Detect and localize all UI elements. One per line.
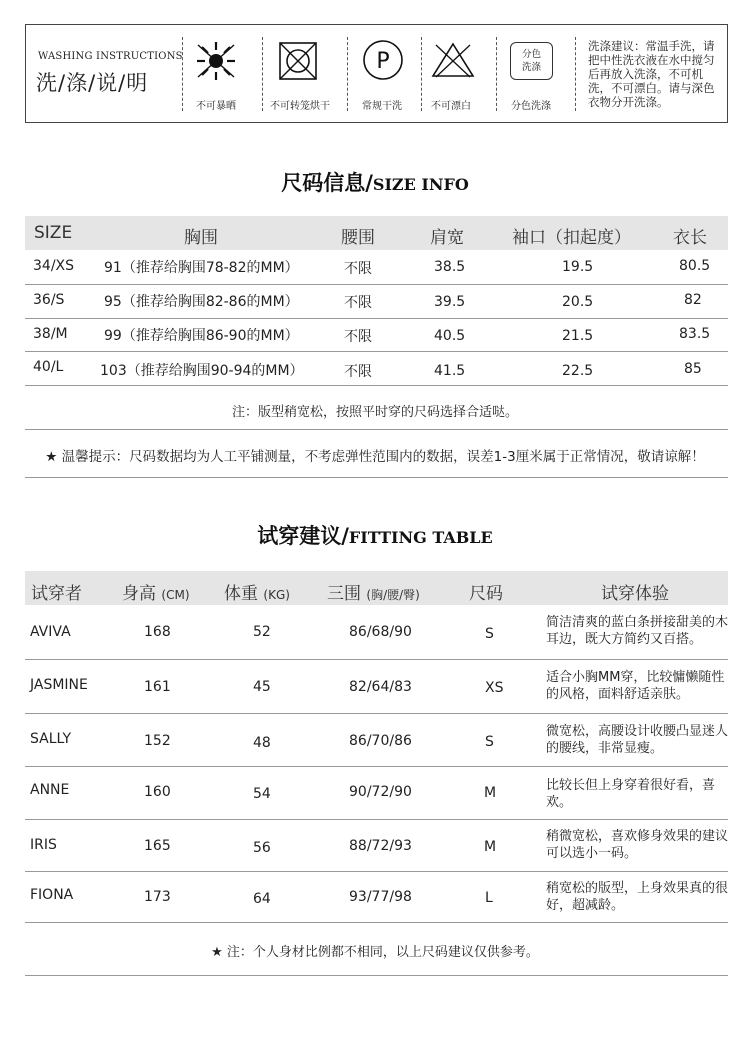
cell-height: 152 bbox=[144, 733, 171, 749]
cell-experience: 比较长但上身穿着很好看，喜欢。 bbox=[546, 778, 716, 810]
row-divider bbox=[25, 871, 728, 872]
cell-cuff: 20.5 bbox=[562, 294, 594, 310]
fitting-title-en: FITTING TABLE bbox=[348, 528, 493, 547]
header-size: 尺码 bbox=[469, 584, 503, 604]
row-divider bbox=[25, 819, 728, 820]
divider bbox=[262, 37, 263, 111]
cell-shoulder: 39.5 bbox=[434, 294, 466, 310]
cell-tester: AVIVA bbox=[30, 624, 71, 640]
washing-title-cn: 洗/涤/说/明 bbox=[36, 71, 149, 95]
cell-measurements: 90/72/90 bbox=[349, 784, 412, 800]
header-waist: 腰围 bbox=[341, 228, 375, 248]
cell-height: 168 bbox=[144, 624, 171, 640]
size-warm-tip: ★ 温馨提示：尺码数据均为人工平铺测量，不考虑弹性范围内的数据，误差1-3厘米属于正常情况，敬请谅解！ bbox=[45, 449, 705, 465]
cell-height: 173 bbox=[144, 889, 171, 905]
divider bbox=[421, 37, 422, 111]
no-sun-dry-icon bbox=[194, 39, 238, 87]
cell-waist: 不限 bbox=[344, 261, 372, 277]
divider bbox=[575, 37, 576, 111]
cell-height: 161 bbox=[144, 679, 171, 695]
cell-experience: 适合小胸MM穿，比较慵懒随性的风格，面料舒适亲肤。 bbox=[546, 670, 725, 702]
row-divider bbox=[25, 284, 728, 285]
row-divider bbox=[25, 975, 728, 976]
cell-bust: 99（推荐给胸围86-90的MM） bbox=[104, 328, 299, 344]
cell-weight: 52 bbox=[253, 624, 271, 640]
dry-clean-p-icon bbox=[362, 39, 404, 85]
caption-dry-clean: 常规干洗 bbox=[362, 101, 402, 112]
fitting-note: ★ 注：个人身材比例都不相同，以上尺码建议仅供参考。 bbox=[211, 945, 539, 960]
header-measurements: 三围 (胸/腰/臀) bbox=[327, 584, 420, 604]
cell-measurements: 86/68/90 bbox=[349, 624, 412, 640]
cell-measurements: 82/64/83 bbox=[349, 679, 412, 695]
svg-text:P: P bbox=[376, 49, 390, 74]
cell-measurements: 88/72/93 bbox=[349, 838, 412, 854]
cell-tester: ANNE bbox=[30, 782, 70, 798]
header-weight: 体重 (KG) bbox=[224, 584, 290, 604]
cell-experience: 简洁清爽的蓝白条拼接甜美的木耳边，既大方简约又百搭。 bbox=[546, 615, 729, 647]
cell-waist: 不限 bbox=[344, 295, 372, 311]
caption-no-bleach: 不可漂白 bbox=[431, 101, 471, 112]
row-divider bbox=[25, 429, 728, 430]
divider bbox=[496, 37, 497, 111]
header-size: SIZE bbox=[34, 223, 73, 243]
cell-tester: JASMINE bbox=[30, 677, 88, 693]
header-tester: 试穿者 bbox=[31, 584, 82, 604]
no-bleach-icon bbox=[430, 41, 476, 83]
cell-measurements: 86/70/86 bbox=[349, 733, 412, 749]
size-info-title-cn: 尺码信息/ bbox=[281, 171, 373, 195]
fitting-table-header bbox=[25, 571, 728, 605]
cell-measurements: 93/77/98 bbox=[349, 889, 412, 905]
row-divider bbox=[25, 477, 728, 478]
fitting-title-cn: 试穿建议/ bbox=[257, 524, 349, 548]
header-length: 衣长 bbox=[673, 228, 707, 248]
cell-tester: IRIS bbox=[30, 837, 57, 853]
divider bbox=[347, 37, 348, 111]
row-divider bbox=[25, 713, 728, 714]
cell-cuff: 21.5 bbox=[562, 328, 594, 344]
cell-size: 36/S bbox=[33, 292, 65, 308]
caption-separate-wash: 分色洗涤 bbox=[511, 101, 551, 112]
size-info-title bbox=[0, 167, 750, 197]
cell-height: 165 bbox=[144, 838, 171, 854]
header-bust: 胸围 bbox=[184, 228, 218, 248]
header-experience: 试穿体验 bbox=[601, 584, 669, 604]
cell-bust: 91（推荐给胸围78-82的MM） bbox=[104, 260, 299, 276]
cell-tester: FIONA bbox=[30, 887, 74, 903]
cell-weight: 48 bbox=[253, 735, 271, 751]
cell-length: 83.5 bbox=[679, 326, 711, 342]
cell-weight: 54 bbox=[253, 786, 271, 802]
cell-bust: 95（推荐给胸围82-86的MM） bbox=[104, 294, 299, 310]
cell-waist: 不限 bbox=[344, 329, 372, 345]
caption-no-tumble-dry: 不可转笼烘干 bbox=[270, 101, 330, 112]
fitting-title bbox=[0, 520, 750, 550]
cell-weight: 45 bbox=[253, 679, 271, 695]
washing-advice: 洗涤建议：常温手洗，请把中性洗衣液在水中搅匀后再放入洗涤，不可机洗，不可漂白。请与深色衣物分开洗涤。 bbox=[588, 39, 715, 109]
washing-title-en: WASHING INSTRUCTIONS bbox=[38, 51, 183, 62]
cell-waist: 不限 bbox=[344, 364, 372, 380]
cell-shoulder: 38.5 bbox=[434, 259, 466, 275]
size-info-title-en: SIZE INFO bbox=[372, 175, 469, 194]
row-divider bbox=[25, 922, 728, 923]
divider bbox=[182, 37, 183, 111]
cell-length: 80.5 bbox=[679, 258, 711, 274]
cell-experience: 微宽松，高腰设计收腰凸显迷人的腰线，非常显瘦。 bbox=[546, 724, 729, 756]
row-divider bbox=[25, 318, 728, 319]
row-divider bbox=[25, 351, 728, 352]
cell-experience: 稍微宽松，喜欢修身效果的建议可以选小一码。 bbox=[546, 829, 729, 861]
caption-no-sun: 不可暴晒 bbox=[196, 101, 236, 112]
row-divider bbox=[25, 766, 728, 767]
cell-weight: 56 bbox=[253, 840, 271, 856]
cell-size: M bbox=[484, 785, 497, 801]
header-cuff: 袖口（扣起度） bbox=[512, 228, 631, 248]
no-tumble-dry-icon bbox=[278, 41, 318, 85]
row-divider bbox=[25, 385, 728, 386]
cell-size: M bbox=[484, 839, 497, 855]
cell-bust: 103（推荐给胸围90-94的MM） bbox=[100, 363, 304, 379]
badge-line-2: 洗涤 bbox=[521, 62, 541, 73]
cell-weight: 64 bbox=[253, 891, 271, 907]
washing-instructions-box bbox=[25, 24, 728, 123]
cell-shoulder: 40.5 bbox=[434, 328, 466, 344]
header-height: 身高 (CM) bbox=[122, 584, 190, 604]
cell-size: 34/XS bbox=[33, 258, 75, 274]
cell-tester: SALLY bbox=[30, 731, 72, 747]
cell-size: L bbox=[485, 890, 493, 906]
badge-line-1: 分色 bbox=[521, 49, 541, 60]
cell-size: S bbox=[485, 734, 494, 750]
size-table-header bbox=[25, 216, 728, 250]
cell-cuff: 19.5 bbox=[562, 259, 594, 275]
cell-length: 85 bbox=[684, 361, 702, 377]
header-shoulder: 肩宽 bbox=[430, 228, 464, 248]
cell-experience: 稍宽松的版型，上身效果真的很好，超减龄。 bbox=[546, 881, 729, 913]
cell-size: 40/L bbox=[33, 359, 64, 375]
row-divider bbox=[25, 659, 728, 660]
cell-size: XS bbox=[485, 680, 504, 696]
separate-wash-icon bbox=[510, 42, 553, 80]
cell-size: S bbox=[485, 626, 494, 642]
cell-height: 160 bbox=[144, 784, 171, 800]
cell-size: 38/M bbox=[33, 326, 68, 342]
size-note: 注：版型稍宽松，按照平时穿的尺码选择合适哒。 bbox=[231, 405, 518, 420]
cell-length: 82 bbox=[684, 292, 702, 308]
cell-cuff: 22.5 bbox=[562, 363, 594, 379]
cell-shoulder: 41.5 bbox=[434, 363, 466, 379]
